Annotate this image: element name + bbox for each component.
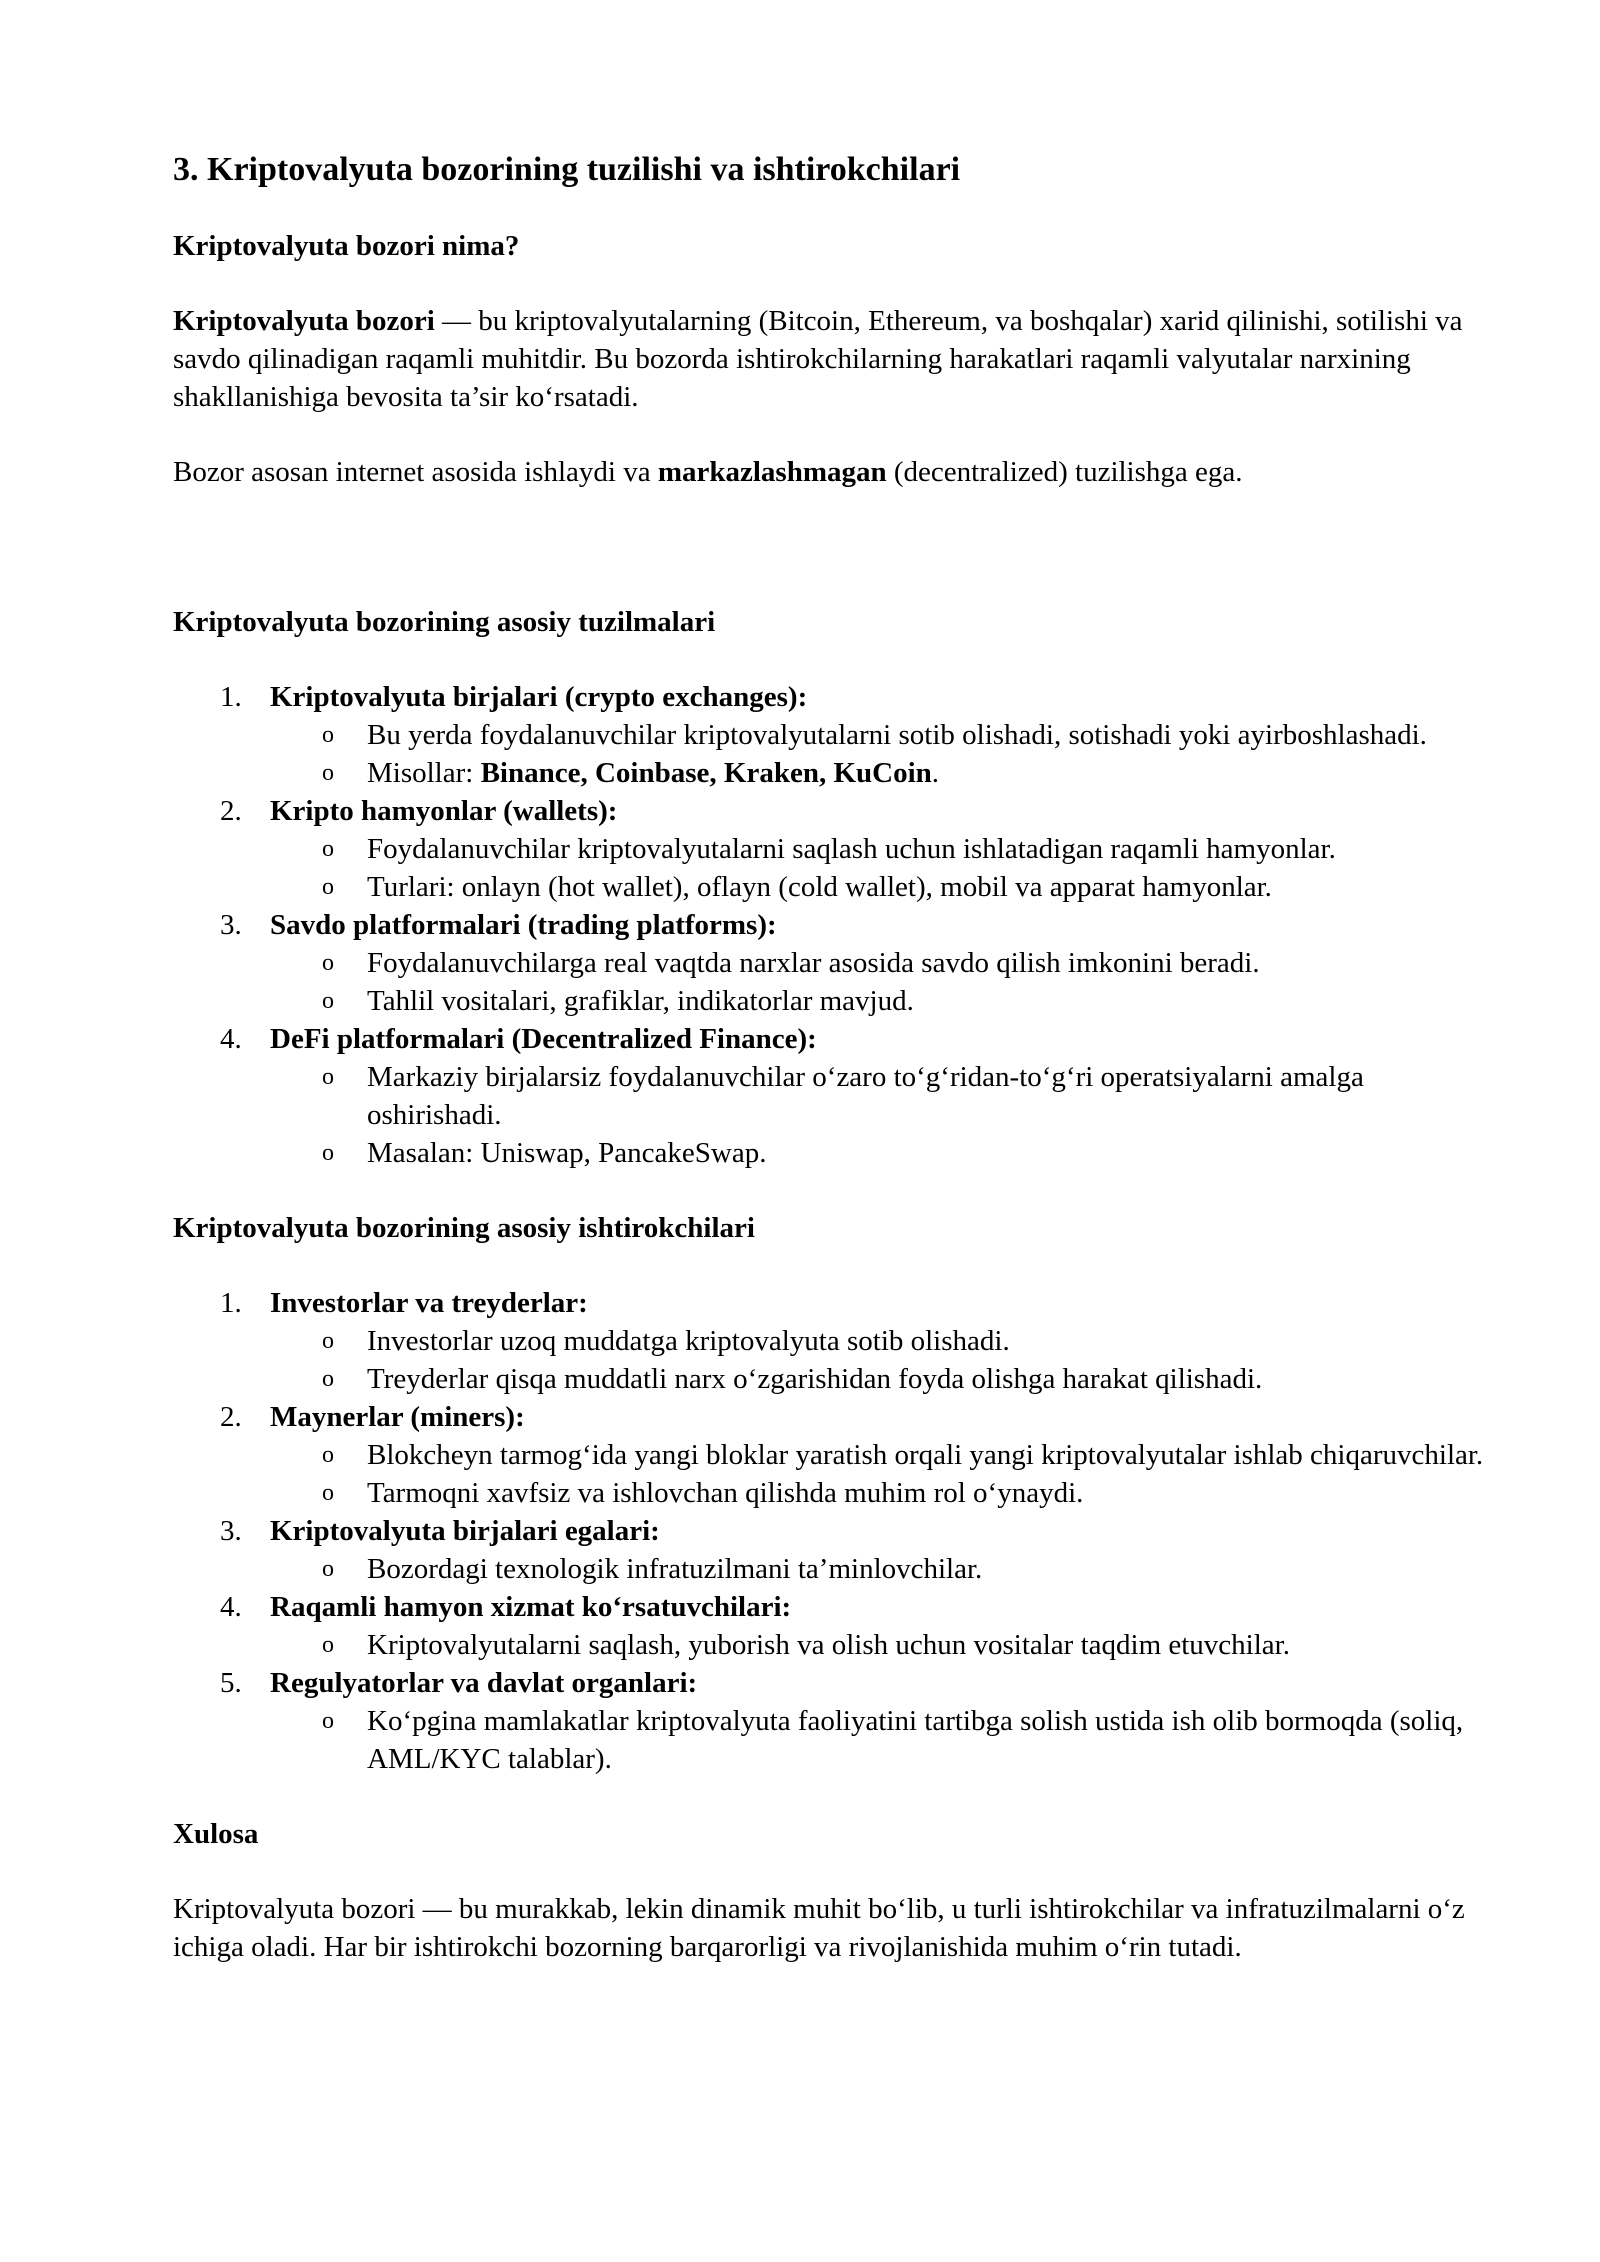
list-number: 3. <box>220 909 242 941</box>
sublist-item-text: Foydalanuvchilar kriptovalyutalarni saqlash uchun ishlatadigan raqamli hamyonlar. <box>367 833 1336 865</box>
intro-paragraph-2 <box>173 453 1493 491</box>
conclusion-paragraph: Kriptovalyuta bozori — bu murakkab, lekin dinamik muhit bo‘lib, u turli ishtirokchilar va infratuzilmalarni o‘z ichiga oladi. Har bir ishtirokchi bozorning barqarorligi va rivojlanishida muhim o‘rin tutadi. <box>173 1893 1465 1963</box>
bullet-icon: o <box>322 836 334 862</box>
bullet-icon: o <box>322 874 334 900</box>
sublist-item <box>270 1134 1493 1172</box>
bullet-icon: o <box>322 1366 334 1392</box>
sublist <box>270 830 1493 906</box>
sublist-item <box>270 944 1493 982</box>
structures-list <box>173 678 1493 1172</box>
bullet-icon: o <box>322 1632 334 1658</box>
list-number: 1. <box>220 681 242 713</box>
sublist-item <box>270 1436 1493 1474</box>
list-number: 5. <box>220 1667 242 1699</box>
sublist-item-text: Masalan: Uniswap, PancakeSwap. <box>367 1137 767 1169</box>
sublist <box>270 1550 1493 1588</box>
intro-paragraph-2-text: Bozor asosan internet asosida ishlaydi va <box>173 456 658 488</box>
document-page <box>173 150 1493 1966</box>
sublist-item-text: Investorlar uzoq muddatga kriptovalyuta sotib olishadi. <box>367 1325 1010 1357</box>
list-item-title: Maynerlar (miners): <box>270 1401 525 1433</box>
sublist-item <box>270 754 1493 792</box>
bullet-icon: o <box>322 1140 334 1166</box>
list-item-title: Savdo platformalari (trading platforms): <box>270 909 777 941</box>
sublist <box>270 1702 1493 1778</box>
sublist-item-text: Blokcheyn tarmog‘ida yangi bloklar yaratish orqali yangi kriptovalyutalar ishlab chiqaruvchilar. <box>367 1439 1484 1471</box>
list-item <box>173 1284 1493 1398</box>
sublist-item <box>270 868 1493 906</box>
bullet-icon: o <box>322 1708 334 1734</box>
list-item-title: Raqamli hamyon xizmat ko‘rsatuvchilari: <box>270 1591 792 1623</box>
sublist-item <box>270 1550 1493 1588</box>
sublist-item <box>270 716 1493 754</box>
section-heading-participants: Kriptovalyuta bozorining asosiy ishtirokchilari <box>173 1212 755 1244</box>
sublist <box>270 944 1493 1020</box>
bullet-icon: o <box>322 1556 334 1582</box>
list-item <box>173 1398 1493 1512</box>
list-item-title: Regulyatorlar va davlat organlari: <box>270 1667 698 1699</box>
list-item <box>173 1588 1493 1664</box>
sublist-item <box>270 982 1493 1020</box>
sublist-item-text: Bozordagi texnologik infratuzilmani ta’minlovchilar. <box>367 1553 983 1585</box>
bullet-icon: o <box>322 988 334 1014</box>
sublist <box>270 1322 1493 1398</box>
sublist-item-text: Misollar: <box>367 757 481 789</box>
sublist <box>270 1058 1493 1172</box>
intro-paragraph-1-text: — bu kriptovalyutalarning (Bitcoin, Ethereum, va boshqalar) xarid qilinishi, sotilishi va savdo qilinadigan raqamli muhitdir. Bu bozorda ishtirokchilarning harakatlari raqamli valyutalar narxining shakllanishiga bevosita ta’sir ko‘rsatadi. <box>173 305 1463 413</box>
bullet-icon: o <box>322 722 334 748</box>
list-number: 2. <box>220 795 242 827</box>
sublist-item-text: Tarmoqni xavfsiz va ishlovchan qilishda muhim rol o‘ynaydi. <box>367 1477 1084 1509</box>
list-number: 4. <box>220 1591 242 1623</box>
sublist-item-text: Foydalanuvchilarga real vaqtda narxlar asosida savdo qilish imkonini beradi. <box>367 947 1260 979</box>
sublist-item <box>270 1322 1493 1360</box>
bullet-icon: o <box>322 1480 334 1506</box>
bullet-icon: o <box>322 1328 334 1354</box>
list-item <box>173 1020 1493 1172</box>
list-item <box>173 1664 1493 1778</box>
bullet-icon: o <box>322 1064 334 1090</box>
list-item-title: Kriptovalyuta birjalari egalari: <box>270 1515 660 1547</box>
list-item-title: Investorlar va treyderlar: <box>270 1287 588 1319</box>
sublist-item <box>270 1360 1493 1398</box>
intro-paragraph-1 <box>173 302 1493 416</box>
section-heading-structures: Kriptovalyuta bozorining asosiy tuzilmalari <box>173 606 716 638</box>
sublist-item <box>270 1474 1493 1512</box>
sublist <box>270 1626 1493 1664</box>
list-number: 1. <box>220 1287 242 1319</box>
list-item <box>173 792 1493 906</box>
exchange-examples-bold: Binance, Coinbase, Kraken, KuCoin <box>480 757 932 789</box>
list-item-title: Kripto hamyonlar (wallets): <box>270 795 618 827</box>
sublist-item <box>270 1702 1493 1778</box>
sublist-item-text: Bu yerda foydalanuvchilar kriptovalyutalarni sotib olishadi, sotishadi yoki ayirboshlashadi. <box>367 719 1427 751</box>
sublist-item <box>270 1058 1493 1134</box>
decentralized-term-bold: markazlashmagan <box>657 456 887 488</box>
bullet-icon: o <box>322 760 334 786</box>
list-item-title: DeFi platformalari (Decentralized Finance): <box>270 1023 817 1055</box>
intro-paragraph-2-end: (decentralized) tuzilishga ega. <box>886 456 1243 488</box>
sublist-item <box>270 1626 1493 1664</box>
intro-term-bold: Kriptovalyuta bozori <box>173 305 435 337</box>
sublist-item <box>270 830 1493 868</box>
section-heading-conclusion: Xulosa <box>173 1818 259 1850</box>
bullet-icon: o <box>322 950 334 976</box>
bullet-icon: o <box>322 1442 334 1468</box>
list-item <box>173 678 1493 792</box>
page-title: 3. Kriptovalyuta bozorining tuzilishi va ishtirokchilari <box>173 151 961 188</box>
list-item <box>173 1512 1493 1588</box>
list-item-title: Kriptovalyuta birjalari (crypto exchanges): <box>270 681 808 713</box>
list-number: 2. <box>220 1401 242 1433</box>
sublist-item-text: Treyderlar qisqa muddatli narx o‘zgarishidan foyda olishga harakat qilishadi. <box>367 1363 1263 1395</box>
section-heading-what-is: Kriptovalyuta bozori nima? <box>173 230 520 262</box>
list-item <box>173 906 1493 1020</box>
sublist <box>270 716 1493 792</box>
sublist <box>270 1436 1493 1512</box>
sublist-item-text: Turlari: onlayn (hot wallet), oflayn (cold wallet), mobil va apparat hamyonlar. <box>367 871 1272 903</box>
sublist-item-end: . <box>931 757 940 789</box>
sublist-item-text: Ko‘pgina mamlakatlar kriptovalyuta faoliyatini tartibga solish ustida ish olib bormoqda (soliq, AML/KYC talablar). <box>367 1705 1464 1775</box>
sublist-item-text: Tahlil vositalari, grafiklar, indikatorlar mavjud. <box>367 985 914 1017</box>
list-number: 4. <box>220 1023 242 1055</box>
participants-list <box>173 1284 1493 1778</box>
sublist-item-text: Markaziy birjalarsiz foydalanuvchilar o‘zaro to‘g‘ridan-to‘g‘ri operatsiyalarni amalga oshirishadi. <box>367 1061 1364 1131</box>
list-number: 3. <box>220 1515 242 1547</box>
sublist-item-text: Kriptovalyutalarni saqlash, yuborish va olish uchun vositalar taqdim etuvchilar. <box>367 1629 1290 1661</box>
